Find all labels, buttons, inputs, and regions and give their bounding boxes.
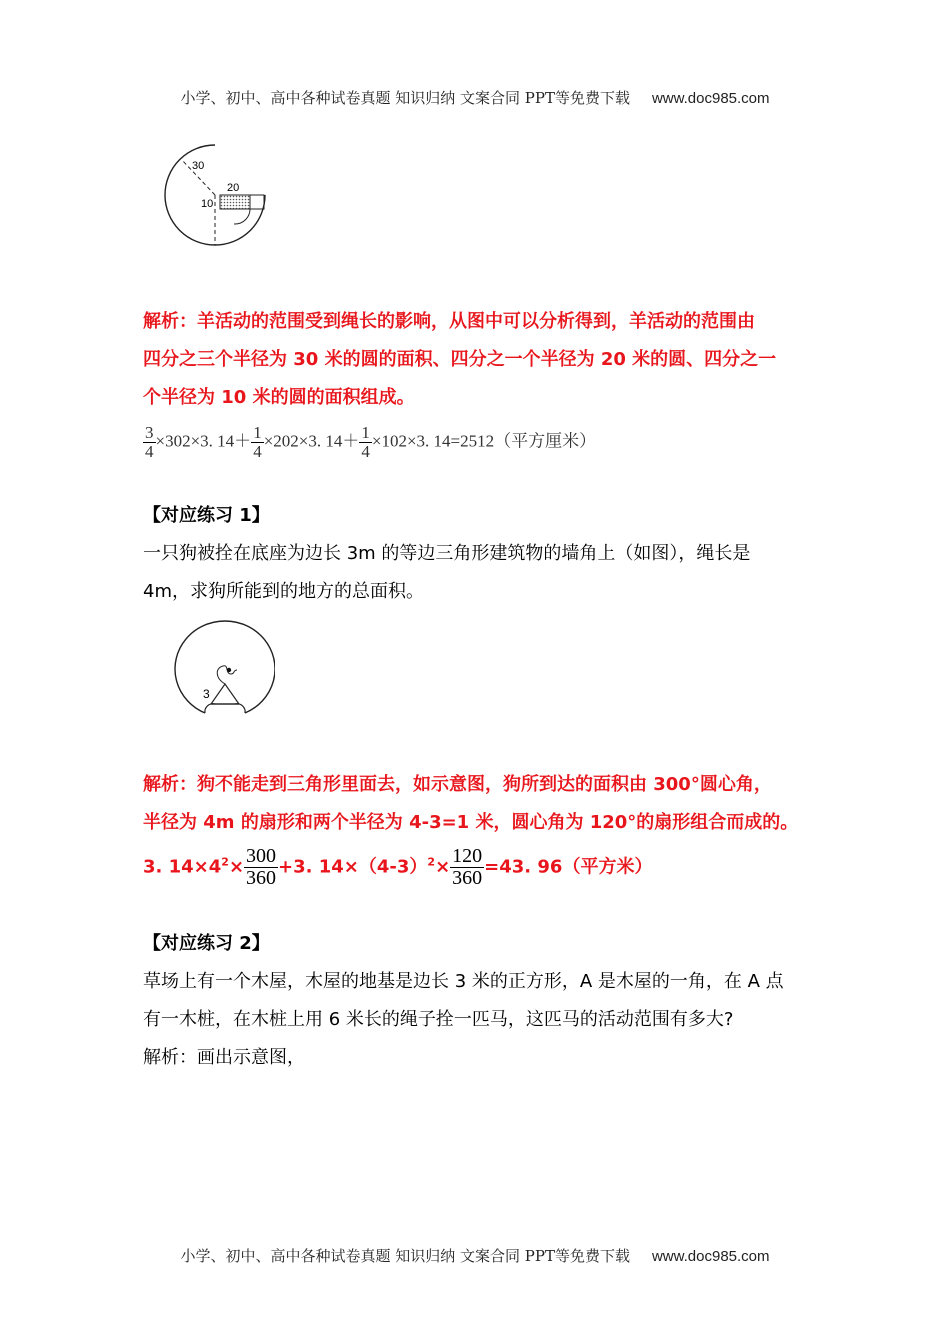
figure-dog-diagram (165, 618, 275, 723)
exercise-2-line-2: 有一木桩，在木桩上用 6 米长的绳子拴一匹马，这匹马的活动范围有多大? (143, 1009, 734, 1030)
exercise-1-line-2: 4m，求狗所能到的地方的总面积。 (143, 581, 424, 602)
formula-1-term-2: ×202×3. 14＋ (263, 431, 360, 451)
analysis-2-line-2: 半径为 4m 的扇形和两个半径为 4-3=1 米，圆心角为 120°的扇形组合而成的。 (143, 812, 799, 833)
fraction-1-4-a: $\frac{1}{4}$ (253, 423, 262, 461)
fraction-300-360: $\frac{300}{360}$ (246, 845, 277, 889)
formula-2-c: +3. 14×（4-3） (278, 856, 428, 878)
exercise-1-line-1: 一只狗被拴在底座为边长 3m 的等边三角形建筑物的墙角上（如图），绳长是 (143, 543, 751, 564)
header-text: 小学、初中、高中各种试卷真题 知识归纳 文案合同 PPT等免费下载 (180, 89, 630, 107)
analysis-1 (143, 303, 823, 417)
analysis-1-line-3: 个半径为 10 米的圆的面积组成。 (143, 387, 415, 408)
formula-1-term-1: ×302×3. 14＋ (155, 431, 252, 451)
exercise-1-title: 【对应练习 1】 (143, 505, 270, 526)
fraction-120-360: $\frac{120}{360}$ (452, 845, 483, 889)
header-site: www.doc985.com (651, 90, 770, 107)
page-footer (0, 1245, 950, 1266)
label-3: 3 (203, 687, 210, 701)
analysis-2 (143, 766, 823, 842)
figure-sheep-diagram (160, 135, 280, 255)
formula-2-a: 3. 14×4 (143, 856, 222, 878)
label-30: 30 (192, 160, 205, 172)
formula-2 (143, 846, 652, 889)
formula-2-a-sup: 2 (221, 855, 229, 869)
label-20: 20 (227, 182, 240, 194)
fraction-1-4-b: $\frac{1}{4}$ (361, 423, 370, 461)
formula-2-e: =43. 96（平方米） (484, 856, 653, 878)
fraction-3-4: $\frac{3}{4}$ (145, 423, 154, 461)
exercise-1 (143, 497, 823, 611)
formula-2-b: × (228, 856, 245, 878)
exercise-2 (143, 925, 823, 1077)
page-header (0, 87, 950, 108)
formula-2-c-sup: 2 (427, 855, 436, 869)
exercise-2-line-1: 草场上有一个木屋，木屋的地基是边长 3 米的正方形，A 是木屋的一角，在 A 点 (143, 971, 784, 992)
exercise-2-line-3: 解析：画出示意图， (143, 1047, 305, 1068)
analysis-1-line-2: 四分之三个半径为 30 米的圆的面积、四分之一个半径为 20 米的圆、四分之一 (143, 349, 777, 370)
analysis-2-line-1: 解析：狗不能走到三角形里面去，如示意图，狗所到达的面积由 300°圆心角， (143, 774, 772, 795)
footer-site: www.doc985.com (651, 1248, 770, 1265)
formula-1-term-3: ×102×3. 14=2512（平方厘米） (371, 431, 597, 451)
footer-text: 小学、初中、高中各种试卷真题 知识归纳 文案合同 PPT等免费下载 (180, 1247, 630, 1265)
formula-1 (143, 424, 596, 461)
label-10: 10 (201, 198, 214, 210)
formula-2-d: × (435, 856, 451, 878)
exercise-2-title: 【对应练习 2】 (143, 933, 270, 954)
analysis-1-line-1: 解析：羊活动的范围受到绳长的影响，从图中可以分析得到，羊活动的范围由 (143, 311, 755, 332)
